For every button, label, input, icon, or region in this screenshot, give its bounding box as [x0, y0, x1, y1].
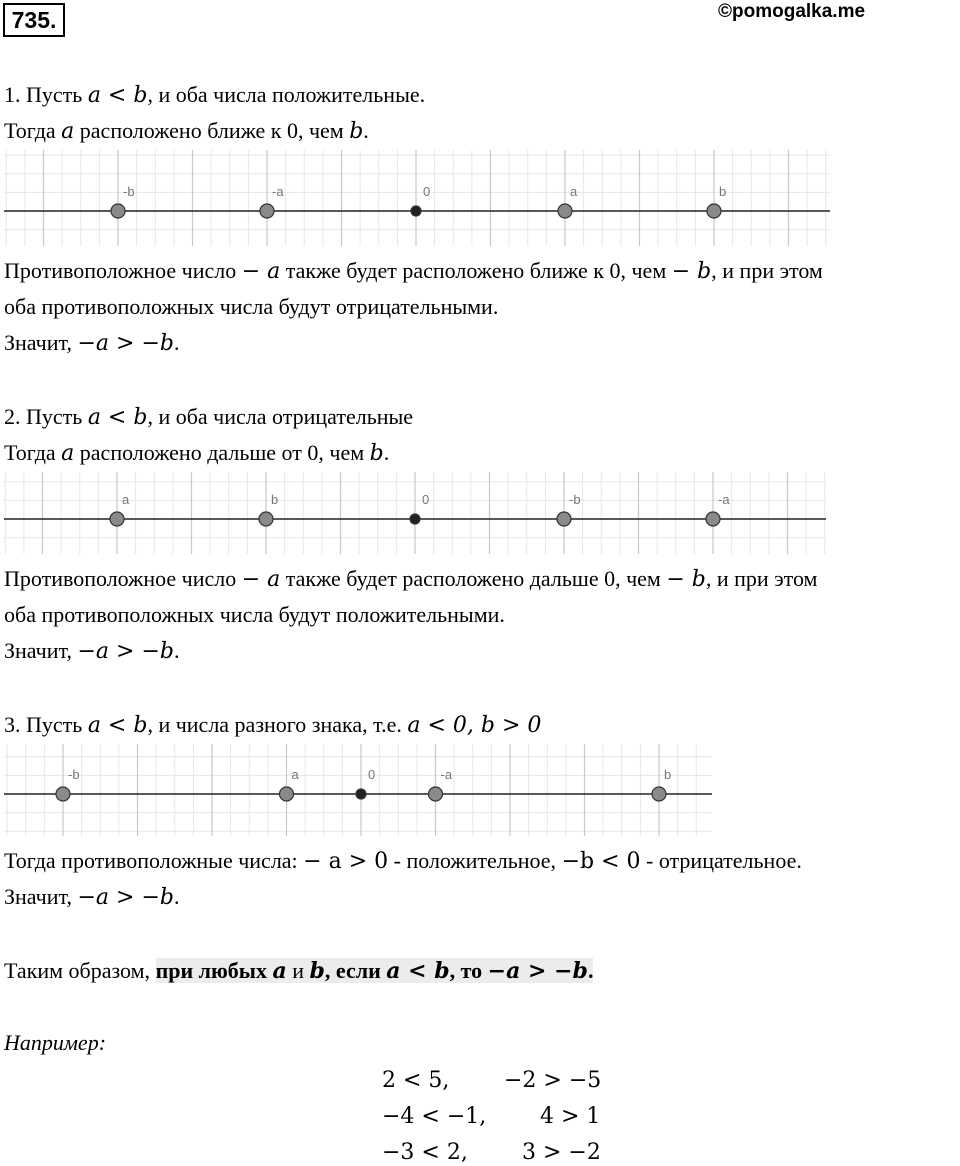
summary-a: a [272, 958, 287, 984]
point-1-4 [707, 204, 721, 218]
s3-title-expr2: a < 0, b > 0 [407, 713, 542, 738]
summary-bold2: , если [324, 958, 387, 983]
point-label-1-3: a [570, 184, 578, 199]
s1-line2-b: b [349, 119, 364, 144]
s2-p2: оба противоположных числа будут положительными. [4, 602, 505, 627]
point-2-0 [110, 512, 124, 526]
s2-title-expr: a < b [87, 405, 148, 430]
point-2-3 [557, 512, 571, 526]
s3-p1c: - положительное, [388, 848, 562, 873]
s3-p1a: Тогда противоположные числа: [4, 848, 304, 873]
point-2-1 [259, 512, 273, 526]
s2-p1 [4, 566, 817, 593]
site-watermark: ©pomogalka.me [718, 1, 866, 22]
summary-prefix: Таким образом, [4, 958, 156, 983]
s2-p1a: Противоположное число [4, 566, 242, 591]
s3-p1b: − a > 0 [303, 849, 389, 874]
s2-line2-mid: расположено дальше от 0, чем [74, 440, 370, 465]
point-label-1-0: -b [123, 184, 135, 199]
s1-concl-expr: −a > −b [77, 331, 174, 356]
point-1-0 [111, 204, 125, 218]
summary-mid: и [286, 958, 310, 983]
point-label-2-2: 0 [422, 492, 430, 507]
example-row-1-right: −2 > −5 [504, 1068, 602, 1093]
number-line-1 [4, 150, 830, 246]
point-3-0 [56, 787, 70, 801]
point-2-2 [410, 514, 420, 524]
point-3-2 [356, 789, 366, 799]
point-label-3-0: -b [68, 767, 80, 782]
summary-end: . [587, 958, 594, 983]
example-heading: Например: [4, 1030, 107, 1055]
point-label-1-4: b [719, 184, 727, 199]
example-row-2-left: −4 < −1, [382, 1104, 487, 1129]
number-line-1-svg [4, 150, 830, 246]
point-3-4 [652, 787, 666, 801]
s1-line2-mid: расположено ближе к 0, чем [74, 118, 350, 143]
point-1-3 [558, 204, 572, 218]
example-row-2-right: 4 > 1 [540, 1104, 601, 1129]
s3-p1e: - отрицательное. [640, 848, 802, 873]
s2-concl-end: . [173, 638, 180, 663]
point-label-3-3: -a [440, 767, 453, 782]
s1-line2-end: . [363, 118, 369, 143]
s2-title-prefix: 2. Пусть [4, 404, 88, 429]
summary [4, 958, 593, 984]
point-label-2-4: -a [718, 492, 730, 507]
s1-line2-prefix: Тогда [4, 118, 62, 143]
s2-p1d: − b [666, 567, 706, 592]
s1-line2-a: a [61, 119, 75, 144]
s3-p1 [4, 848, 802, 875]
point-label-3-4: b [664, 767, 672, 782]
summary-highlight [156, 958, 594, 983]
s1-p1e: , и при этом [711, 258, 823, 283]
s1-title [4, 82, 425, 109]
s2-p1c: также будет расположено дальше 0, чем [280, 566, 667, 591]
summary-expr1: a < b [386, 958, 450, 984]
point-1-2 [411, 206, 421, 216]
s3-title [4, 712, 541, 739]
point-1-1 [260, 204, 274, 218]
s2-line2-b: b [369, 441, 384, 466]
s2-p1e: , и при этом [705, 566, 818, 591]
s1-p1a: Противоположное число [4, 258, 242, 283]
s3-title-prefix: 3. Пусть [4, 712, 88, 737]
s1-title-expr: a < b [87, 83, 148, 108]
s2-concl-expr: −a > −b [77, 639, 174, 664]
example-row-3-left: −3 < 2, [382, 1140, 468, 1165]
s2-line2-end: . [383, 440, 390, 465]
s1-title-prefix: 1. Пусть [4, 82, 88, 107]
summary-b: b [309, 958, 325, 984]
s1-p1b: − a [241, 259, 281, 284]
s2-line2-prefix: Тогда [4, 440, 62, 465]
s2-line2-a: a [61, 441, 75, 466]
s3-p1d: −b < 0 [561, 849, 641, 874]
s2-p1b: − a [241, 567, 281, 592]
s2-concl-prefix: Значит, [4, 638, 78, 663]
point-label-1-2: 0 [423, 184, 431, 199]
number-line-2 [4, 472, 826, 554]
summary-bold1: при любых [155, 958, 273, 983]
s2-title [4, 404, 413, 431]
s1-p1c: также будет расположено ближе к 0, чем [280, 258, 672, 283]
s1-concl-end: . [173, 330, 180, 355]
s3-concl-prefix: Значит, [4, 884, 78, 909]
point-label-3-2: 0 [368, 767, 376, 782]
number-line-3 [4, 744, 712, 836]
s1-p1d: − b [671, 259, 712, 284]
s1-conclusion [4, 330, 179, 357]
s2-conclusion [4, 638, 179, 665]
s2-title-suffix: , и оба числа отрицательные [147, 404, 414, 429]
problem-number: 735. [3, 3, 65, 37]
s1-concl-prefix: Значит, [4, 330, 78, 355]
s3-conclusion [4, 884, 179, 911]
point-label-3-1: a [291, 767, 299, 782]
point-label-2-1: b [271, 492, 279, 507]
point-label-2-0: a [122, 492, 130, 507]
point-label-2-3: -b [569, 492, 581, 507]
s3-concl-end: . [173, 884, 180, 909]
number-line-3-svg [4, 744, 712, 836]
summary-expr2: −a > −b [487, 958, 588, 984]
s2-line2 [4, 440, 389, 467]
s1-p1 [4, 258, 823, 285]
point-3-3 [429, 787, 443, 801]
s3-title-expr: a < b [87, 713, 148, 738]
point-label-1-1: -a [272, 184, 284, 199]
example-row-1-left: 2 < 5, [382, 1068, 450, 1093]
s1-line2 [4, 118, 369, 145]
s3-title-mid: , и числа разного знака, т.е. [147, 712, 408, 737]
point-3-1 [280, 787, 294, 801]
point-2-4 [706, 512, 720, 526]
number-line-2-svg [4, 472, 826, 554]
s3-concl-expr: −a > −b [77, 885, 174, 910]
example-row-3-right: 3 > −2 [522, 1140, 601, 1165]
summary-bold3: , то [449, 958, 488, 983]
s1-title-suffix: , и оба числа положительные. [147, 82, 426, 107]
s1-p2: оба противоположных числа будут отрицательными. [4, 294, 499, 319]
